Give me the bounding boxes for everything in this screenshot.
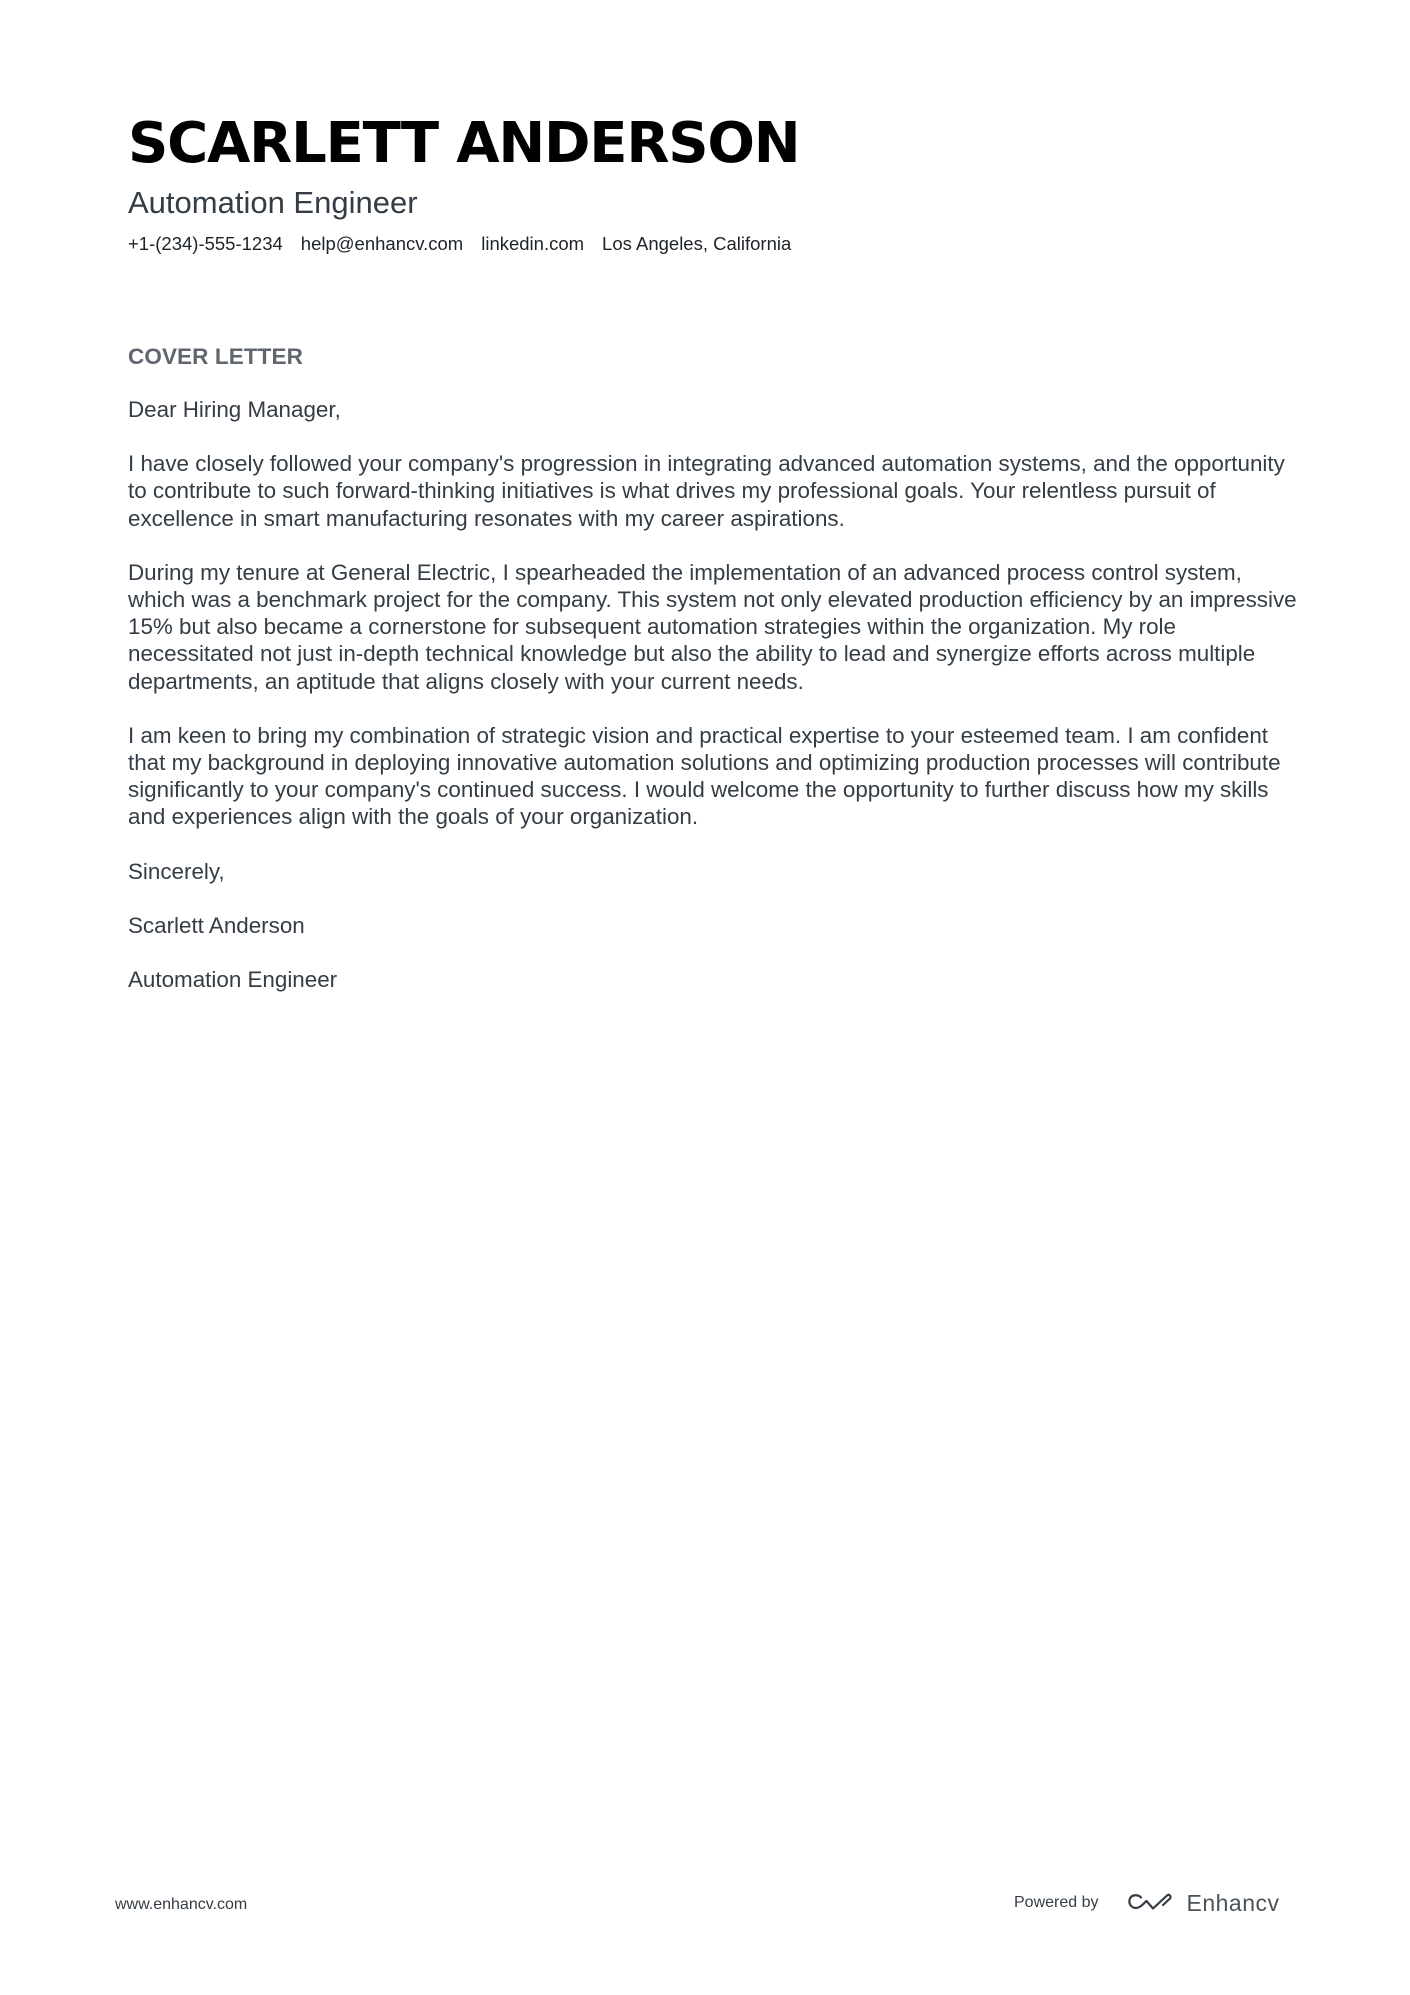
footer-branding[interactable] xyxy=(1014,1889,1280,1917)
candidate-title: Automation Engineer xyxy=(128,185,418,220)
contact-phone: +1-(234)-555-1234 xyxy=(128,233,283,254)
contact-info xyxy=(128,232,1288,256)
enhancv-brand-name: Enhancv xyxy=(1186,1890,1280,1916)
paragraph-3: I am keen to bring my combination of strategic vision and practical expertise to your esteemed team. I am confident that my background in deploying innovative automation solutions and optimizing production processes will contribute significantly to your company's continued success. I would welcome the opportunity to further discuss how my skills and experiences align with the goals of your organization. xyxy=(128,722,1281,830)
contact-location: Los Angeles, California xyxy=(602,233,792,254)
contact-email[interactable]: help@enhancv.com xyxy=(300,233,464,254)
paragraph-1: I have closely followed your company's progression in integrating advanced automation systems, and the opportunity to contribute to such forward-thinking initiatives is what drives my professional goals. Your relentless pursuit of excellence in smart manufacturing resonates with my career aspirations. xyxy=(128,451,1285,531)
signature-name: Scarlett Anderson xyxy=(128,912,305,938)
closing: Sincerely, xyxy=(128,858,225,884)
paragraph-2: During my tenure at General Electric, I spearheaded the implementation of an advanced process control system, which was a benchmark project for the company. This system not only elevated production efficiency by an impressive 15% but also became a cornerstone for subsequent automation strategies within the organization. My role necessitated not just in-depth technical knowledge but also the ability to lead and synergize efforts across multiple departments, an aptitude that aligns closely with your current needs. xyxy=(128,559,1297,694)
greeting: Dear Hiring Manager, xyxy=(128,397,341,422)
contact-linkedin[interactable]: linkedin.com xyxy=(481,233,585,254)
footer-website[interactable]: www.enhancv.com xyxy=(115,1896,248,1913)
signature-title: Automation Engineer xyxy=(128,967,338,993)
section-title: COVER LETTER xyxy=(128,344,303,369)
letter-body xyxy=(128,342,1298,993)
candidate-name: SCARLETT ANDERSON xyxy=(128,111,800,176)
enhancv-logo-icon xyxy=(1127,1891,1173,1915)
header xyxy=(128,108,1288,256)
powered-by-label: Powered by xyxy=(1014,1894,1099,1911)
